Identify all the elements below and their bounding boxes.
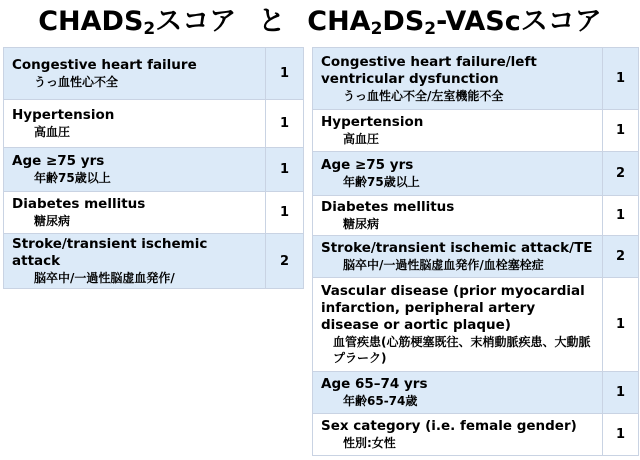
points-cell: 2 xyxy=(266,234,304,289)
table-row xyxy=(313,196,639,236)
vasc-title-mid: DS xyxy=(382,6,425,37)
criterion-ja: 血管疾患(心筋梗塞既往、末梢動脈疾患、大動脈プラーク) xyxy=(333,335,591,365)
criterion-en: Diabetes mellitus xyxy=(321,199,455,215)
criterion-ja: 年齢75歳以上 xyxy=(343,175,420,189)
table-row xyxy=(4,192,304,234)
page-title xyxy=(0,2,640,42)
chads2-title-suffix: スコア xyxy=(155,6,237,37)
points-cell: 2 xyxy=(603,152,639,196)
vasc-title-prefix: CHA xyxy=(307,6,371,37)
points-cell: 1 xyxy=(603,110,639,152)
criterion-cell xyxy=(4,234,266,289)
criterion-en: Diabetes mellitus xyxy=(12,196,146,212)
criterion-ja: 高血圧 xyxy=(343,132,380,146)
criterion-cell xyxy=(313,48,603,110)
table-row xyxy=(4,234,304,289)
criterion-en: Stroke/transient ischemic attack xyxy=(12,236,208,269)
criterion-en: Age ≥75 yrs xyxy=(321,157,414,173)
criterion-en: Congestive heart failure/left ventricular dysfunction xyxy=(321,53,537,87)
criterion-cell xyxy=(313,372,603,414)
table-row xyxy=(313,414,639,456)
criterion-ja: 性別:女性 xyxy=(343,436,396,450)
points-cell: 1 xyxy=(266,192,304,234)
table-row xyxy=(4,100,304,148)
table-row xyxy=(313,152,639,196)
criterion-en: Age 65–74 yrs xyxy=(321,376,428,392)
criterion-en: Hypertension xyxy=(321,114,424,130)
vasc-title-suffix: -VAScスコア xyxy=(436,6,602,37)
points-cell: 1 xyxy=(266,48,304,100)
criterion-cell xyxy=(313,110,603,152)
points-cell: 1 xyxy=(603,196,639,236)
criterion-ja: うっ血性心不全 xyxy=(34,75,119,89)
criterion-ja: 糖尿病 xyxy=(34,214,71,228)
criterion-cell xyxy=(4,192,266,234)
criterion-cell xyxy=(4,100,266,148)
table-row xyxy=(313,236,639,278)
vasc-title-subscript-1: 2 xyxy=(370,19,383,39)
criterion-ja: うっ血性心不全/左室機能不全 xyxy=(343,88,504,103)
table-row xyxy=(313,48,639,110)
criterion-en: Sex category (i.e. female gender) xyxy=(321,418,577,434)
criterion-ja: 高血圧 xyxy=(34,125,71,139)
title-conjunction: と xyxy=(258,6,286,37)
table-row xyxy=(313,372,639,414)
criterion-en: Stroke/transient ischemic attack/TE xyxy=(321,240,593,256)
criterion-cell xyxy=(313,196,603,236)
chads2-title-subscript: 2 xyxy=(143,19,156,39)
criterion-cell xyxy=(313,414,603,456)
criterion-cell xyxy=(313,278,603,372)
cha2ds2-vasc-table xyxy=(312,47,639,456)
chads2-table xyxy=(3,47,304,289)
criterion-ja: 年齢75歳以上 xyxy=(34,171,111,185)
criterion-cell xyxy=(313,152,603,196)
points-cell: 1 xyxy=(603,372,639,414)
table-row xyxy=(313,110,639,152)
criterion-cell xyxy=(4,148,266,192)
criterion-ja: 糖尿病 xyxy=(343,217,380,231)
points-cell: 1 xyxy=(603,414,639,456)
criterion-ja: 脳卒中/一過性脳虚血発作/血栓塞栓症 xyxy=(343,258,544,272)
table-row xyxy=(4,48,304,100)
chads2-title-prefix: CHADS xyxy=(38,6,144,37)
points-cell: 1 xyxy=(603,48,639,110)
criterion-ja: 年齢65-74歳 xyxy=(343,394,418,408)
points-cell: 1 xyxy=(266,100,304,148)
criterion-en: Vascular disease (prior myocardial infarction, peripheral artery disease or aortic plaque) xyxy=(321,283,585,333)
points-cell: 1 xyxy=(603,278,639,372)
criterion-ja: 脳卒中/一過性脳虚血発作/ xyxy=(34,271,175,285)
criterion-cell xyxy=(313,236,603,278)
points-cell: 1 xyxy=(266,148,304,192)
criterion-en: Congestive heart failure xyxy=(12,57,197,73)
vasc-title-subscript-2: 2 xyxy=(424,19,437,39)
points-cell: 2 xyxy=(603,236,639,278)
criterion-en: Age ≥75 yrs xyxy=(12,153,105,169)
table-row xyxy=(313,278,639,372)
table-row xyxy=(4,148,304,192)
criterion-en: Hypertension xyxy=(12,107,115,123)
criterion-cell xyxy=(4,48,266,100)
